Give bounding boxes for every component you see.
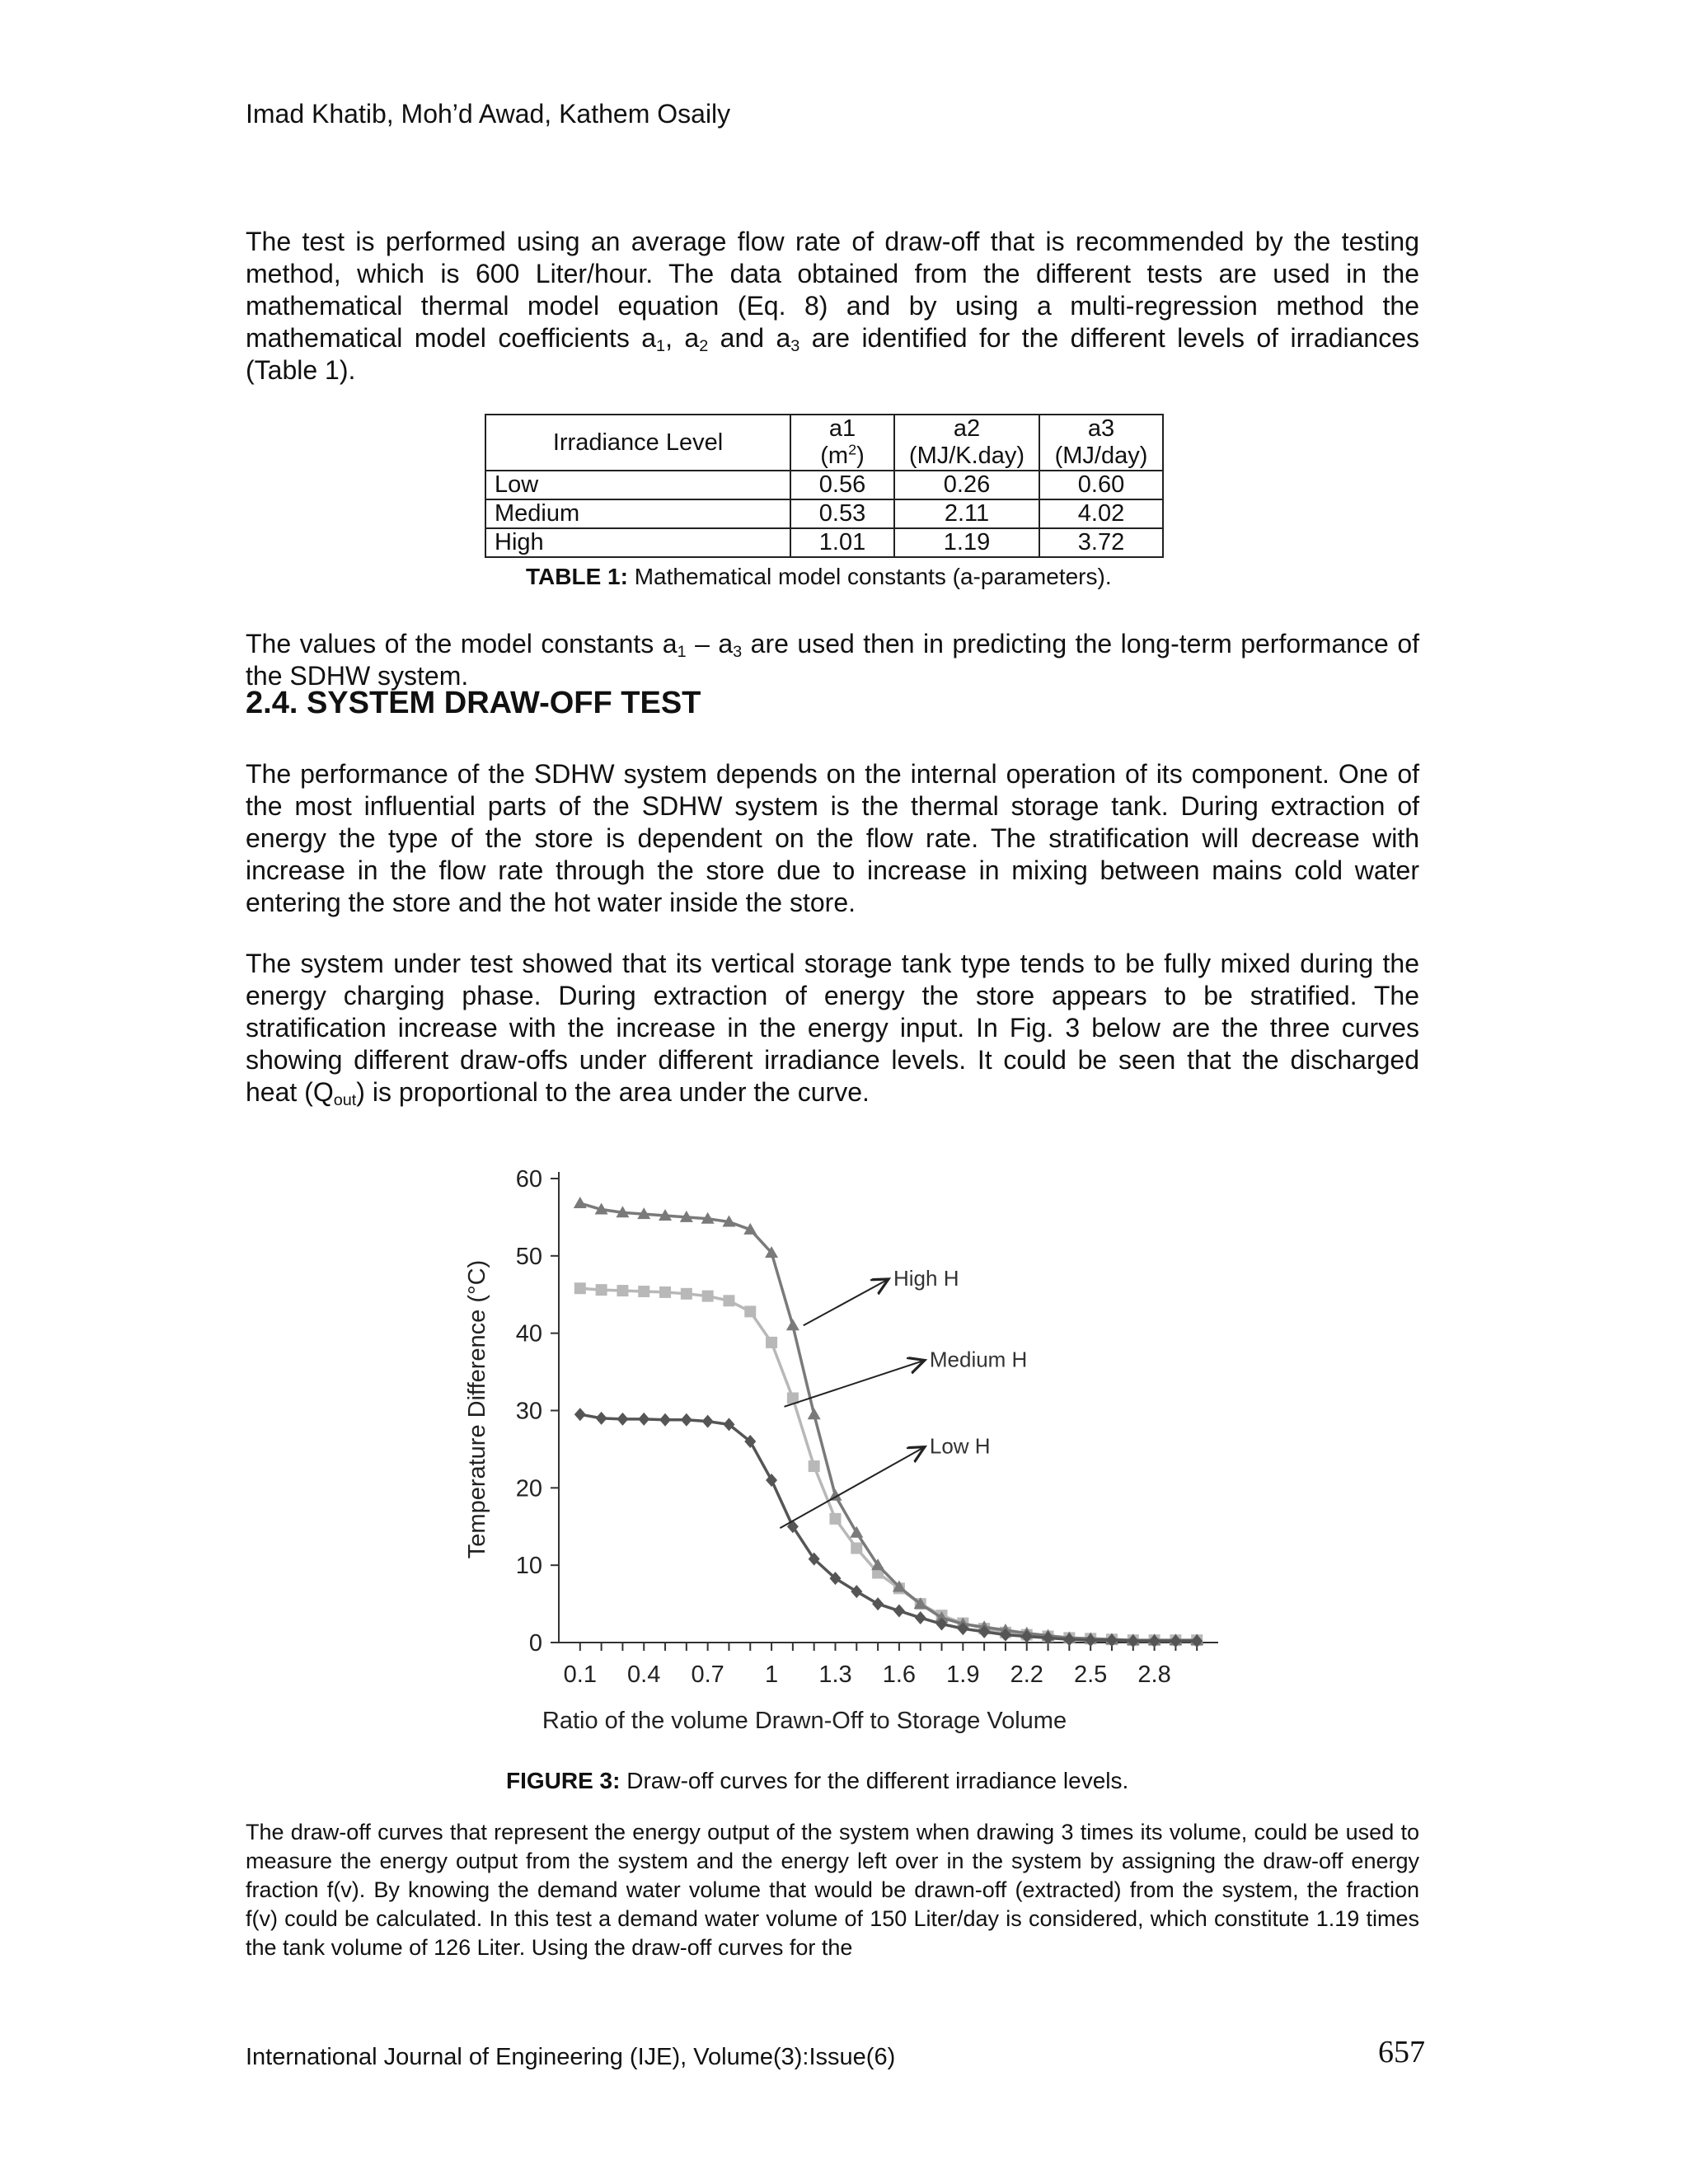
data-point bbox=[617, 1413, 628, 1426]
data-point bbox=[744, 1305, 756, 1317]
x-axis-label: Ratio of the volume Drawn-Off to Storage Volume bbox=[542, 1708, 1067, 1734]
table-caption: TABLE 1: Mathematical model constants (a-parameters). bbox=[526, 564, 1112, 589]
data-point bbox=[723, 1295, 734, 1306]
paragraph-model-constants: The values of the model constants $a_1 - a_3$ are used then in predicting the long-term performance of the SDHW system. bbox=[246, 629, 1420, 691]
data-point bbox=[617, 1285, 628, 1296]
table-cell-a3: 0.60 bbox=[1039, 471, 1163, 499]
y-tick-label: 50 bbox=[515, 1243, 542, 1270]
x-tick-label: 0.7 bbox=[691, 1661, 724, 1688]
page-number: 657 bbox=[1378, 2035, 1425, 2069]
x-tick-label: 2.5 bbox=[1073, 1661, 1108, 1688]
table-cell-a3: 3.72 bbox=[1039, 528, 1163, 557]
data-point bbox=[681, 1413, 692, 1427]
data-point bbox=[659, 1286, 671, 1298]
x-tick-label: 2.2 bbox=[1010, 1661, 1043, 1688]
table-cell-level: Low bbox=[485, 471, 790, 499]
x-tick-label: 0.1 bbox=[563, 1661, 597, 1688]
table-cell-a3: 4.02 bbox=[1039, 499, 1163, 528]
table-cell-a1: 0.56 bbox=[790, 471, 894, 499]
table-cell-a2: 1.19 bbox=[894, 528, 1039, 557]
data-point bbox=[915, 1611, 926, 1624]
data-point bbox=[851, 1543, 862, 1554]
data-point bbox=[638, 1413, 649, 1426]
data-point bbox=[596, 1412, 607, 1425]
chart-series bbox=[574, 1197, 1203, 1647]
draw-off-chart bbox=[453, 1141, 1236, 1755]
data-point bbox=[766, 1337, 777, 1348]
data-point bbox=[851, 1585, 862, 1598]
chart-annotations bbox=[780, 1266, 1027, 1528]
annotation-arrow bbox=[804, 1279, 889, 1325]
running-header: Imad Khatib, Moh’d Awad, Kathem Osaily bbox=[246, 99, 731, 129]
y-axis-label: Temperature Difference (°C) bbox=[464, 1259, 490, 1559]
x-tick-label: 1.9 bbox=[946, 1661, 980, 1688]
y-tick-label: 40 bbox=[515, 1320, 542, 1347]
data-point bbox=[872, 1597, 884, 1610]
table-cell-a1: 0.53 bbox=[790, 499, 894, 528]
figure-3 bbox=[453, 1141, 1236, 1760]
table-header-a3: a3 (MJ/day) bbox=[1039, 415, 1163, 471]
series-line-high-h bbox=[580, 1203, 1197, 1640]
y-tick-label: 20 bbox=[515, 1475, 542, 1502]
paragraph-draw-off-curves: The draw-off curves that represent the energy output of the system when drawing 3 times its volume, could be used to measure the energy output from the system and the energy left over in the system by assigning the draw-off energy fraction f(v). By knowing the demand water volume that would be drawn-off (extracted) from the system, the fraction f(v) could be calculated. In this test a demand water volume of 150 Liter/day is considered, which constitute 1.19 times the tank volume of 126 Liter. Using the draw-off curves for the bbox=[246, 1820, 1419, 1960]
y-tick-label: 60 bbox=[515, 1166, 542, 1193]
data-point bbox=[596, 1284, 607, 1296]
y-tick-label: 10 bbox=[515, 1553, 542, 1580]
x-tick-label: 1.3 bbox=[818, 1661, 852, 1688]
data-point bbox=[574, 1408, 586, 1421]
x-tick-label: 2.8 bbox=[1137, 1661, 1171, 1688]
data-point bbox=[702, 1415, 714, 1428]
data-point bbox=[638, 1286, 649, 1297]
paragraph-test-method: The test is performed using an average flow rate of draw-off that is recommended by the testing method, which is 600 Liter/hour. The data obtained from the different tests are used in the mathematical thermal model equation (Eq. 8) and by using a multi-regression method the mathematical model coefficients $a_1$, $a_2$ and $a_3$ are identified for the different levels of irradiances (Table 1). bbox=[246, 227, 1420, 385]
annotation-label: Low H bbox=[929, 1433, 991, 1459]
table-row bbox=[485, 471, 1163, 499]
x-tick-label: 0.4 bbox=[627, 1661, 661, 1688]
chart-axes bbox=[516, 1166, 1218, 1688]
table-cell-a1: 1.01 bbox=[790, 528, 894, 557]
table-model-constants bbox=[485, 414, 1164, 558]
annotation-label: High H bbox=[893, 1265, 959, 1291]
section-heading: 2.4. SYSTEM DRAW-OFF TEST bbox=[246, 686, 701, 720]
data-point bbox=[786, 1319, 799, 1330]
table-cell-level: Medium bbox=[485, 499, 790, 528]
table-row bbox=[485, 499, 1163, 528]
paragraph-performance: The performance of the SDHW system depends on the internal operation of its component. One of the most influential parts of the SDHW system is the thermal storage tank. During extraction of energy the type of the store is dependent on the flow rate. The stratification will decrease with increase in the flow rate through the store due to increase in mixing between mains cold water entering the store and the hot water inside the store. bbox=[246, 759, 1419, 917]
footer-journal: International Journal of Engineering (IJE), Volume(3):Issue(6) bbox=[246, 2044, 896, 2070]
data-point bbox=[681, 1288, 692, 1300]
table-row bbox=[485, 528, 1163, 557]
data-point bbox=[808, 1408, 821, 1419]
data-point bbox=[574, 1282, 586, 1294]
data-point bbox=[893, 1605, 905, 1618]
table-header-a1: a1 $(m^2)$ bbox=[790, 415, 894, 471]
table-cell-a2: 0.26 bbox=[894, 471, 1039, 499]
figure-caption: FIGURE 3: Draw-off curves for the different irradiance levels. bbox=[506, 1768, 1129, 1793]
y-tick-label: 30 bbox=[515, 1398, 542, 1425]
x-tick-label: 1 bbox=[764, 1661, 779, 1688]
data-point bbox=[829, 1513, 841, 1525]
data-point bbox=[809, 1460, 820, 1472]
table-header-a2: a2 (MJ/K.day) bbox=[894, 415, 1039, 471]
data-point bbox=[574, 1197, 587, 1208]
table-cell-a2: 2.11 bbox=[894, 499, 1039, 528]
paragraph-system-test: The system under test showed that its vertical storage tank type tends to be fully mixed during the energy charging phase. During extraction of energy the store appears to be stratified. The stratification increase with the increase in the energy input. In Fig. 3 below are the three curves showing different draw-offs under different irradiance levels. It could be seen that the discharged heat $(Q_{out})$ is proportional to the area under the curve. bbox=[246, 949, 1419, 1109]
x-tick-label: 1.6 bbox=[882, 1661, 917, 1688]
series-line-medium-h bbox=[580, 1288, 1197, 1640]
data-point bbox=[659, 1413, 671, 1427]
table-cell-level: High bbox=[485, 528, 790, 557]
table-header-irradiance: Irradiance Level bbox=[485, 415, 790, 471]
data-point bbox=[702, 1291, 714, 1302]
table-header-row bbox=[485, 415, 1163, 471]
series-line-low-h bbox=[580, 1414, 1197, 1641]
annotation-label: Medium H bbox=[929, 1347, 1028, 1372]
y-tick-label: 0 bbox=[528, 1630, 542, 1657]
annotation-arrow bbox=[780, 1447, 924, 1529]
data-point bbox=[850, 1526, 863, 1538]
